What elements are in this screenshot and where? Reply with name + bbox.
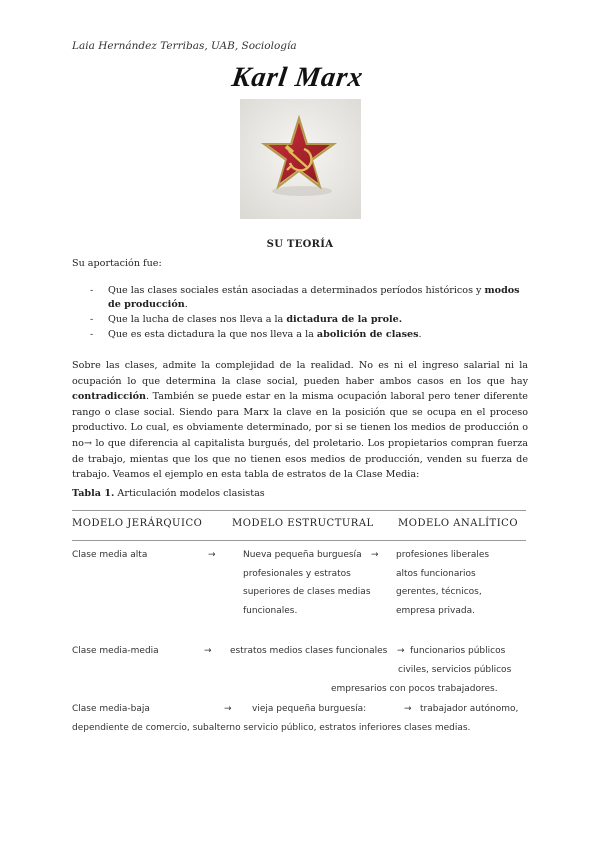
row1-hierarchical: Clase media alta [72, 550, 148, 560]
list-item: - Que es esta dictadura la que nos lleva a la abolición de clases. [90, 329, 422, 340]
intro-text: Su aportación fue: [72, 258, 162, 269]
list-dash: - [90, 314, 94, 325]
row1-structural: Nueva pequeña burguesía profesionales y estratos superiores de clases medias funcionales. [243, 550, 371, 616]
row3-structural: vieja pequeña burguesía: [252, 704, 367, 714]
author-header: Laia Hernández Terribas, UAB, Sociología [72, 40, 297, 52]
table-top-rule [72, 510, 526, 511]
row3-analytic-2: dependiente de comercio, subalterno servicio público, estratos inferiores clases medias. [72, 723, 471, 733]
header-structural: MODELO ESTRUCTURAL [232, 518, 374, 529]
row1-analytic: profesiones liberales altos funcionarios gerentes, técnicos, empresa privada. [396, 550, 490, 616]
body-paragraph: Sobre las clases, admite la complejidad de la realidad. No es ni el ingreso salarial ni la ocupación lo que determina la clase social, pueden haber ambos casos en los que hay contradicción. También se puede estar en la misma ocupación laboral pero tener diferente rango o clase social. Siendo para Marx la clave en la posición que se ocupa en el proceso productivo. Lo cual, es obviamente determinado, por si se tienen los medios de producción o no→ lo que diferencia al capitalista burgués, del proletario. Los propietarios compran fuerza de trabajo, mientas que los que no tienen esos medios de producción, venden su fuerza de trabajo. Veamos el ejemplo en esta tabla de estratos de la Clase Media: [72, 360, 528, 481]
arrow-icon: → [371, 550, 379, 560]
table-caption: Tabla 1. Articulación modelos clasistas [72, 488, 265, 499]
arrow-icon: → [208, 550, 216, 560]
contributions-list [90, 284, 530, 343]
arrow-icon: → [204, 646, 212, 656]
list-dash: - [90, 329, 94, 340]
row2-analytic-2: civiles, servicios públicos [398, 665, 512, 675]
arrow-icon: → [404, 704, 412, 714]
list-item: - Que la lucha de clases nos lleva a la dictadura de la prole. [90, 314, 403, 325]
row2-analytic-3: empresarios con pocos trabajadores. [331, 684, 498, 694]
table-header-rule [72, 540, 526, 541]
arrow-icon: → [224, 704, 232, 714]
row2-analytic-1: funcionarios públicos [410, 646, 506, 656]
header-analytic: MODELO ANALÍTICO [398, 518, 519, 529]
list-dash: - [90, 285, 94, 296]
karl-marx-signature-title: Karl Marx [229, 62, 366, 93]
soviet-star-photo [240, 99, 361, 219]
soviet-star-icon [240, 99, 361, 219]
row2-structural: estratos medios clases funcionales [230, 646, 388, 656]
row2-hierarchical: Clase media-media [72, 646, 159, 656]
row3-analytic-1: trabajador autónomo, [420, 704, 519, 714]
row3-hierarchical: Clase media-baja [72, 704, 150, 714]
section-title: SU TEORÍA [266, 239, 334, 250]
arrow-icon: → [397, 646, 405, 656]
list-item: - Que las clases sociales están asociadas a determinados períodos históricos y modos de producción. [90, 285, 520, 310]
header-hierarchical: MODELO JERÁRQUICO [72, 518, 203, 529]
